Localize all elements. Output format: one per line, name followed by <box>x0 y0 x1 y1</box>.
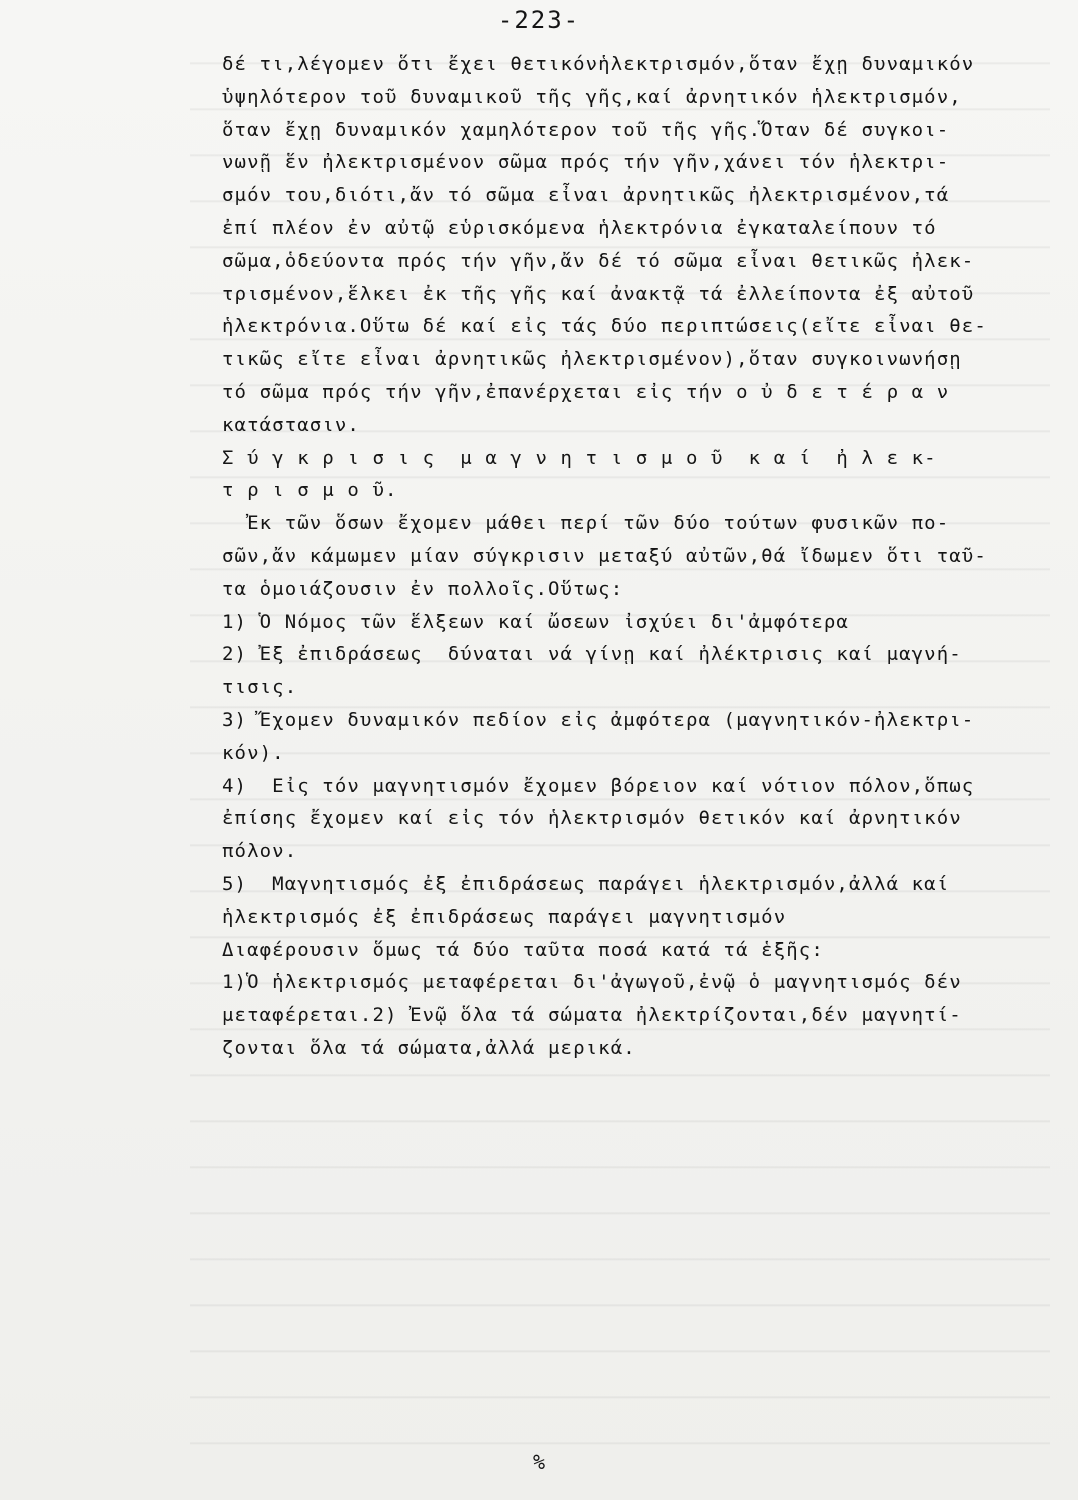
text-line: Διαφέρουσιν ὅμως τά δύο ταῦτα ποσά κατά τά ἑξῆς: <box>222 938 824 961</box>
section-heading: Σ ύ γ κ ρ ι σ ι ς μ α γ ν η τ ι σ μ ο ῦ κ α ί ἠ λ ε κ- <box>222 446 937 469</box>
text-line: τικῶς εἴτε εἶναι ἀρνητικῶς ἠλεκτρισμένον),ὅταν συγκοινωνήσῃ <box>222 348 962 371</box>
text-line: δέ τι,λέγομεν ὅτι ἔχει θετικόνἡλεκτρισμόν,ὅταν ἔχῃ δυναμικόν <box>222 53 975 75</box>
list-item: 3) Ἔχομεν δυναμικόν πεδίον εἰς ἀμφότερα (μαγνητικόν-ἠλεκτρι- <box>222 708 975 731</box>
page-number: -223- <box>497 6 581 34</box>
text-line: τα ὁμοιάζουσιν ἐν πολλοῖς.Οὕτως: <box>222 577 624 600</box>
list-item-cont: ἡλεκτρισμός ἐξ ἐπιδράσεως παράγει μαγνητισμόν <box>222 905 787 928</box>
footer-mark: % <box>532 1450 546 1474</box>
text-line: ἡλεκτρόνια.Οὕτω δέ καί εἰς τάς δύο περιπτώσεις(εἴτε εἶναι θε- <box>222 315 987 338</box>
list-item-cont: ἐπίσης ἔχομεν καί εἰς τόν ἡλεκτρισμόν θετικόν καί ἀρνητικόν <box>222 807 962 830</box>
text-line: ὑψηλότερον τοῦ δυναμικοῦ τῆς γῆς,καί ἀρνητικόν ἡλεκτρισμόν, <box>222 85 962 108</box>
list-item: 2) Ἐξ ἐπιδράσεως δύναται νά γίνῃ καί ἠλέκτρισις καί μαγνή- <box>222 643 962 666</box>
text-line: κατάστασιν. <box>222 413 360 436</box>
list-item: 1)Ὁ ἡλεκτρισμός μεταφέρεται δι'ἀγωγοῦ,ἐνῷ ὁ μαγνητισμός δέν <box>222 971 962 994</box>
list-item-cont: μεταφέρεται.2) Ἐνῷ ὅλα τά σώματα ἠλεκτρίζονται,δέν μαγνητί- <box>222 1004 962 1027</box>
text-line: τό σῶμα πρός τήν γῆν,ἐπανέρχεται εἰς τήν ο ὐ δ ε τ έ ρ α ν <box>222 380 950 403</box>
typewritten-body <box>222 48 1052 1065</box>
list-item: 1) Ὁ Νόμος τῶν ἕλξεων καί ὤσεων ἰσχύει δι'ἀμφότερα <box>222 610 849 633</box>
text-line: τρισμένον,ἕλκει ἐκ τῆς γῆς καί ἀνακτᾷ τά ἐλλείποντα ἐξ αὐτοῦ <box>222 282 975 305</box>
text-line: σῶν,ἄν κάμωμεν μίαν σύγκρισιν μεταξύ αὐτῶν,θά ἴδωμεν ὅτι ταῦ- <box>222 544 987 567</box>
text-line: Ἐκ τῶν ὅσων ἔχομεν μάθει περί τῶν δύο τούτων φυσικῶν πο- <box>222 512 950 535</box>
list-item: 4) Εἰς τόν μαγνητισμόν ἔχομεν βόρειον καί νότιον πόλον,ὅπως <box>222 774 975 797</box>
text-line: σμόν του,διότι,ἄν τό σῶμα εἶναι ἀρνητικῶς ἠλεκτρισμένον,τά <box>222 184 950 207</box>
list-item-cont: κόν). <box>222 741 285 764</box>
list-item-cont: ζονται ὅλα τά σώματα,ἀλλά μερικά. <box>222 1036 636 1059</box>
text-line: νωνῇ ἕν ἠλεκτρισμένον σῶμα πρός τήν γῆν,χάνει τόν ἡλεκτρι- <box>222 151 950 174</box>
text-line: σῶμα,ὁδεύοντα πρός τήν γῆν,ἄν δέ τό σῶμα εἶναι θετικῶς ἠλεκ- <box>222 249 975 272</box>
text-line: ἐπί πλέον ἐν αὐτῷ εὑρισκόμενα ἡλεκτρόνια ἐγκαταλείπουν τό <box>222 216 937 239</box>
list-item-cont: πόλον. <box>222 840 298 863</box>
text-line: ὅταν ἔχῃ δυναμικόν χαμηλότερον τοῦ τῆς γῆς.Ὅταν δέ συγκοι- <box>222 118 950 141</box>
section-heading-cont: τ ρ ι σ μ ο ῦ. <box>222 479 398 502</box>
list-item-cont: τισις. <box>222 676 298 699</box>
list-item: 5) Μαγνητισμός ἐξ ἐπιδράσεως παράγει ἡλεκτρισμόν,ἀλλά καί <box>222 872 950 895</box>
